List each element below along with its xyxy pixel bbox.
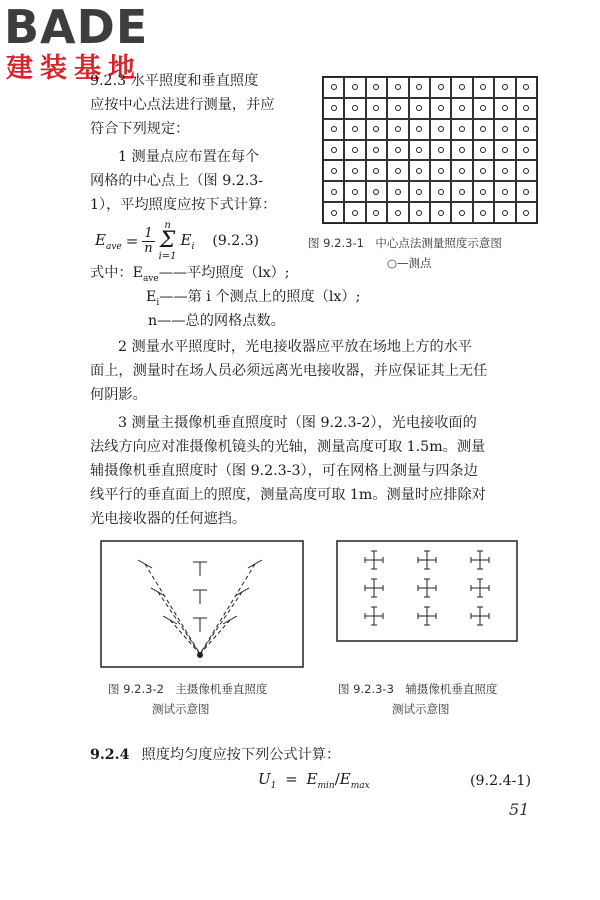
measure-point-icon xyxy=(480,126,486,132)
formula-9-2-4-1-number: (9.2.4-1) xyxy=(470,773,531,789)
grid-cell xyxy=(344,98,365,119)
measure-point-icon xyxy=(395,168,401,174)
page-number: 51 xyxy=(509,800,530,819)
grid-cell xyxy=(451,119,472,140)
measure-point-icon xyxy=(459,210,465,216)
measure-point-icon xyxy=(480,189,486,195)
measure-point-icon xyxy=(352,147,358,153)
grid-cell xyxy=(516,119,537,140)
grid-cell xyxy=(473,160,494,181)
where-def-ei: $E_i——$第 i 个测点上的照度（lx）; xyxy=(146,289,361,308)
measure-point-icon xyxy=(502,105,508,111)
sight-line xyxy=(200,564,255,654)
four-direction-marker-icon xyxy=(365,607,383,625)
grid-cell xyxy=(409,140,430,161)
item1-line-1: 1 测量点应布置在每个 xyxy=(118,149,260,165)
grid-cell xyxy=(366,181,387,202)
sight-line xyxy=(145,564,200,654)
measure-point-icon xyxy=(331,189,337,195)
grid-cell xyxy=(494,119,515,140)
grid-cell xyxy=(430,140,451,161)
grid-cell xyxy=(344,202,365,223)
measure-point-icon xyxy=(438,84,444,90)
intro-line-3: 符合下列规定： xyxy=(90,121,190,137)
four-direction-marker-icon xyxy=(418,551,436,569)
grid-cell xyxy=(387,119,408,140)
grid-cell xyxy=(366,202,387,223)
measure-point-icon xyxy=(459,84,465,90)
grid-cell xyxy=(344,119,365,140)
grid-cell xyxy=(409,160,430,181)
measure-point-icon xyxy=(373,84,379,90)
measure-point-icon xyxy=(352,84,358,90)
measure-point-icon xyxy=(502,189,508,195)
grid-cell xyxy=(494,160,515,181)
measure-point-icon xyxy=(352,126,358,132)
measure-point-icon xyxy=(480,210,486,216)
logo-tagline: 建装基地 xyxy=(6,53,142,84)
grid-cell xyxy=(516,77,537,98)
grid-cell xyxy=(409,98,430,119)
logo-brand: BADE xyxy=(4,0,149,54)
formula-lhs: $E_{ave}$ xyxy=(95,230,122,252)
measure-point-icon xyxy=(523,84,529,90)
grid-cell xyxy=(366,140,387,161)
grid-cell xyxy=(409,202,430,223)
measure-point-icon xyxy=(416,126,422,132)
grid-cell xyxy=(430,77,451,98)
measure-point-icon xyxy=(395,126,401,132)
grid-cell xyxy=(451,140,472,161)
grid-cell xyxy=(366,77,387,98)
measure-point-icon xyxy=(523,126,529,132)
aux-camera-vertical-figure xyxy=(336,540,518,642)
measure-point-icon xyxy=(523,168,529,174)
formula-sum: n Σ i=1 xyxy=(158,220,177,262)
figure-frame xyxy=(101,541,303,667)
measure-point-icon xyxy=(416,147,422,153)
grid-cell xyxy=(451,160,472,181)
measure-point-icon xyxy=(502,126,508,132)
measure-point-icon xyxy=(373,210,379,216)
measure-point-icon xyxy=(373,147,379,153)
grid-cell xyxy=(387,98,408,119)
formula-number: (9.2.3) xyxy=(212,233,259,249)
measure-point-icon xyxy=(373,168,379,174)
item3-line-4: 线平行的垂直面上的照度，测量高度可取 1m。测量时应排除对 xyxy=(90,487,486,503)
item3-line-1: 3 测量主摄像机垂直照度时（图 9.2.3-2），光电接收面的 xyxy=(118,415,477,431)
measure-point-icon xyxy=(438,168,444,174)
fig1-caption: 图 9.2.3-1 中心点法测量照度示意图 xyxy=(308,236,502,250)
measure-point-icon xyxy=(416,189,422,195)
grid-cell xyxy=(387,140,408,161)
grid-cell xyxy=(344,77,365,98)
item2-line-1: 2 测量水平照度时，光电接收器应平放在场地上方的水平 xyxy=(118,339,473,355)
measure-point-icon xyxy=(416,210,422,216)
grid-cell xyxy=(387,181,408,202)
item2-line-2: 面上，测量时在场人员必须远离光电接收器，并应保证其上无任 xyxy=(90,363,488,379)
grid-cell xyxy=(430,98,451,119)
grid-cell xyxy=(323,202,344,223)
item3-line-2: 法线方向应对准摄像机镜头的光轴，测量高度可取 1.5m。测量 xyxy=(90,439,486,455)
measure-point-icon xyxy=(502,210,508,216)
grid-cell xyxy=(387,160,408,181)
measure-point-icon xyxy=(352,105,358,111)
measure-point-icon xyxy=(352,210,358,216)
grid-cell xyxy=(516,98,537,119)
receiver-mark xyxy=(151,588,165,596)
sight-line xyxy=(200,620,230,654)
grid-cell xyxy=(451,202,472,223)
section-9-2-4: 9.2.4 照度均匀度应按下列公式计算： xyxy=(90,747,341,763)
measure-point-icon xyxy=(352,168,358,174)
four-direction-marker-icon xyxy=(471,579,489,597)
grid-cell xyxy=(516,181,537,202)
grid-cell xyxy=(473,202,494,223)
item2-line-3: 何阴影。 xyxy=(90,387,147,403)
item3-line-5: 光电接收器的任何遮挡。 xyxy=(90,511,247,527)
grid-cell xyxy=(387,77,408,98)
grid-cell xyxy=(323,119,344,140)
measure-point-icon xyxy=(438,147,444,153)
where-line-3 xyxy=(148,310,285,332)
measure-point-icon xyxy=(331,147,337,153)
measure-point-icon xyxy=(373,189,379,195)
measure-point-icon xyxy=(352,189,358,195)
measure-point-icon xyxy=(416,168,422,174)
fig3-caption-2: 测试示意图 xyxy=(392,702,450,716)
measure-point-icon xyxy=(395,105,401,111)
sight-line xyxy=(200,592,242,654)
measure-point-icon xyxy=(395,84,401,90)
grid-cell xyxy=(366,119,387,140)
measure-point-icon xyxy=(480,84,486,90)
grid-cell xyxy=(473,77,494,98)
grid-cell xyxy=(323,140,344,161)
sight-line xyxy=(170,620,200,654)
grid-cell xyxy=(516,202,537,223)
where-def-eave: $E_{ave}——$平均照度（lx）; xyxy=(132,265,290,284)
grid-cell xyxy=(451,181,472,202)
grid-cell xyxy=(430,202,451,223)
measure-point-icon xyxy=(395,210,401,216)
measure-point-icon xyxy=(395,147,401,153)
formula-rhs: $E_i$ xyxy=(180,230,195,252)
measure-point-icon xyxy=(395,189,401,195)
grid-cell xyxy=(494,140,515,161)
intro-line-2: 应按中心点法进行测量，并应 xyxy=(90,97,275,113)
four-direction-marker-icon xyxy=(365,579,383,597)
grid-cell xyxy=(494,202,515,223)
grid-cell xyxy=(430,160,451,181)
measure-point-icon xyxy=(523,105,529,111)
measure-point-icon xyxy=(502,147,508,153)
grid-cell xyxy=(323,160,344,181)
receiver-mark xyxy=(235,588,249,596)
measure-point-icon xyxy=(438,126,444,132)
grid-cell xyxy=(344,181,365,202)
four-direction-marker-icon xyxy=(418,607,436,625)
measure-point-icon xyxy=(373,105,379,111)
measure-point-icon xyxy=(523,189,529,195)
fig1-legend: ○—测点 xyxy=(387,256,432,270)
grid-cell xyxy=(473,181,494,202)
where-line-1: 式中：$E_{ave}——$平均照度（lx）; xyxy=(90,265,290,284)
grid-cell xyxy=(516,140,537,161)
grid-cell xyxy=(366,98,387,119)
measure-point-icon xyxy=(438,189,444,195)
grid-cell xyxy=(430,119,451,140)
grid-cell xyxy=(451,77,472,98)
four-direction-marker-icon xyxy=(471,607,489,625)
measure-point-icon xyxy=(373,126,379,132)
grid-cell xyxy=(451,98,472,119)
measure-point-icon xyxy=(480,168,486,174)
measure-point-icon xyxy=(416,84,422,90)
fig2-caption-1: 图 9.2.3-2 主摄像机垂直照度 xyxy=(108,682,268,696)
where-def-n: n——总的网格点数。 xyxy=(148,313,285,329)
measure-point-icon xyxy=(523,210,529,216)
grid-cell xyxy=(323,181,344,202)
main-camera-vertical-figure xyxy=(100,540,304,668)
grid-cell xyxy=(494,181,515,202)
formula-9-2-3: $E_{ave}$ = $\frac{1}{n}$ n Σ i=1 $E_i$ (9.2.3) xyxy=(95,220,259,262)
grid-cell xyxy=(473,98,494,119)
measure-point-icon xyxy=(480,105,486,111)
grid-cell xyxy=(516,160,537,181)
measure-point-icon xyxy=(459,147,465,153)
grid-cell xyxy=(344,160,365,181)
measure-point-icon xyxy=(438,105,444,111)
grid-cell xyxy=(473,140,494,161)
grid-cell xyxy=(323,98,344,119)
item1-line-2: 网格的中心点上（图 9.2.3- xyxy=(90,173,264,189)
grid-cell xyxy=(387,202,408,223)
receiver-mark xyxy=(248,560,262,568)
grid-cell xyxy=(494,77,515,98)
camera-point xyxy=(197,652,203,658)
grid-cell xyxy=(323,77,344,98)
sight-line xyxy=(158,592,200,654)
fig2-caption-2: 测试示意图 xyxy=(152,702,210,716)
grid-cell xyxy=(409,119,430,140)
measure-point-icon xyxy=(331,126,337,132)
measure-point-icon xyxy=(331,84,337,90)
measure-point-icon xyxy=(416,105,422,111)
grid-cell xyxy=(409,181,430,202)
grid-cell xyxy=(473,119,494,140)
grid-cell xyxy=(366,160,387,181)
four-direction-marker-icon xyxy=(365,551,383,569)
measure-point-icon xyxy=(331,105,337,111)
grid-cell xyxy=(344,140,365,161)
measure-point-icon xyxy=(480,147,486,153)
receiver-mark xyxy=(138,560,152,568)
center-point-grid-figure xyxy=(322,76,538,224)
measure-point-icon xyxy=(502,168,508,174)
measure-point-icon xyxy=(459,105,465,111)
grid-cell xyxy=(430,181,451,202)
measure-point-icon xyxy=(331,168,337,174)
intro-line-1: 9.2.3 水平照度和垂直照度 xyxy=(90,73,259,89)
four-direction-marker-icon xyxy=(471,551,489,569)
measure-point-icon xyxy=(523,147,529,153)
four-direction-marker-icon xyxy=(418,579,436,597)
fig3-caption-1: 图 9.2.3-3 辅摄像机垂直照度 xyxy=(338,682,498,696)
measure-point-icon xyxy=(459,126,465,132)
measure-point-icon xyxy=(459,168,465,174)
measure-point-icon xyxy=(331,210,337,216)
item1-line-3: 1），平均照度应按下式计算： xyxy=(90,197,277,213)
item3-line-3: 辅摄像机垂直照度时（图 9.2.3-3），可在网格上测量与四条边 xyxy=(90,463,478,479)
grid-cell xyxy=(409,77,430,98)
measure-point-icon xyxy=(459,189,465,195)
grid-cell xyxy=(494,98,515,119)
measure-point-icon xyxy=(502,84,508,90)
formula-9-2-4-1: $U_1 = E_{min}/E_{max}$ xyxy=(258,770,370,791)
measure-point-icon xyxy=(438,210,444,216)
formula-fraction: $\frac{1}{n}$ xyxy=(144,225,153,256)
